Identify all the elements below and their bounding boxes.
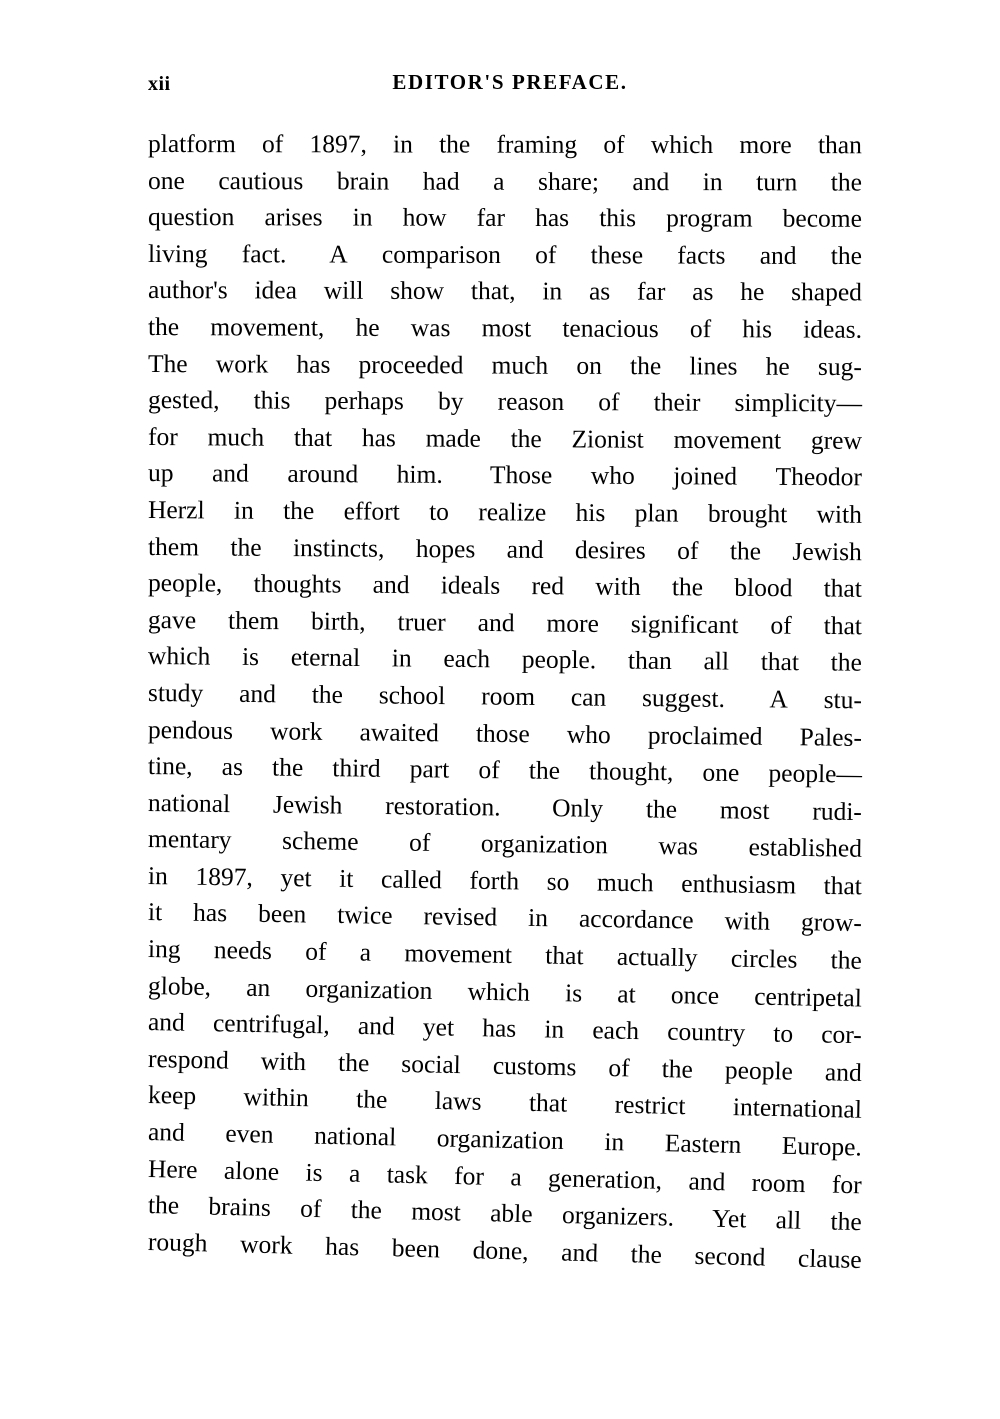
text-line: Here alone is a task for a generation, and room for bbox=[147, 1153, 863, 1199]
text-line: up and around him. Those who joined Theodor bbox=[147, 458, 863, 492]
text-line: gested, this perhaps by reason of their simplicity— bbox=[147, 385, 863, 418]
text-line: pendous work awaited those who proclaimed Pales- bbox=[147, 714, 863, 752]
body-text-block bbox=[147, 126, 863, 1274]
running-head-title: EDITOR'S PREFACE. bbox=[392, 70, 628, 94]
text-line: The work has proceeded much on the lines he sug- bbox=[147, 348, 862, 381]
text-line: for much that has made the Zionist movement grew bbox=[147, 421, 862, 455]
text-line: living fact. A comparison of these facts and the bbox=[147, 238, 862, 270]
text-line: platform of 1897, in the framing of which more than bbox=[147, 129, 862, 160]
text-line: it has been twice revised in accordance with grow- bbox=[147, 897, 863, 938]
text-line: which is eternal in each people. than all that the bbox=[147, 641, 863, 678]
text-line: and centrifugal, and yet has in each country to cor- bbox=[147, 1007, 863, 1050]
text-line: Herzl in the effort to realize his plan brought with bbox=[147, 494, 862, 529]
text-line: respond with the social customs of the people and bbox=[147, 1043, 863, 1087]
running-head bbox=[148, 70, 860, 98]
text-line: keep within the laws that restrict international bbox=[147, 1080, 863, 1125]
text-line: and even national organization in Eastern Europe. bbox=[147, 1117, 863, 1162]
text-line: one cautious brain had a share; and in turn the bbox=[147, 165, 862, 197]
text-line: the brains of the most able organizers. Yet all the bbox=[147, 1190, 863, 1237]
text-line: them the instincts, hopes and desires of the Jewish bbox=[147, 531, 862, 566]
text-line: gave them birth, truer and more significant of that bbox=[147, 604, 863, 640]
text-line: author's idea will show that, in as far as he shaped bbox=[147, 275, 863, 307]
text-line: people, thoughts and ideals red with the blood that bbox=[147, 568, 863, 603]
text-line: rough work has been done, and the second clause bbox=[147, 1226, 863, 1274]
text-line: in 1897, yet it called forth so much enthusiasm that bbox=[147, 860, 863, 901]
text-line: study and the school room can suggest. A stu- bbox=[147, 677, 863, 715]
text-line: the movement, he was most tenacious of his ideas. bbox=[147, 311, 863, 344]
text-line: tine, as the third part of the thought, one people— bbox=[147, 751, 863, 789]
text-line: mentary scheme of organization was established bbox=[147, 824, 863, 864]
text-line: globe, an organization which is at once centripetal bbox=[147, 970, 863, 1013]
text-line: question arises in how far has this program become bbox=[147, 202, 863, 233]
text-line: national Jewish restoration. Only the most rudi- bbox=[147, 787, 863, 826]
page-number: xii bbox=[148, 73, 171, 95]
text-line: ing needs of a movement that actually circles the bbox=[147, 934, 863, 975]
